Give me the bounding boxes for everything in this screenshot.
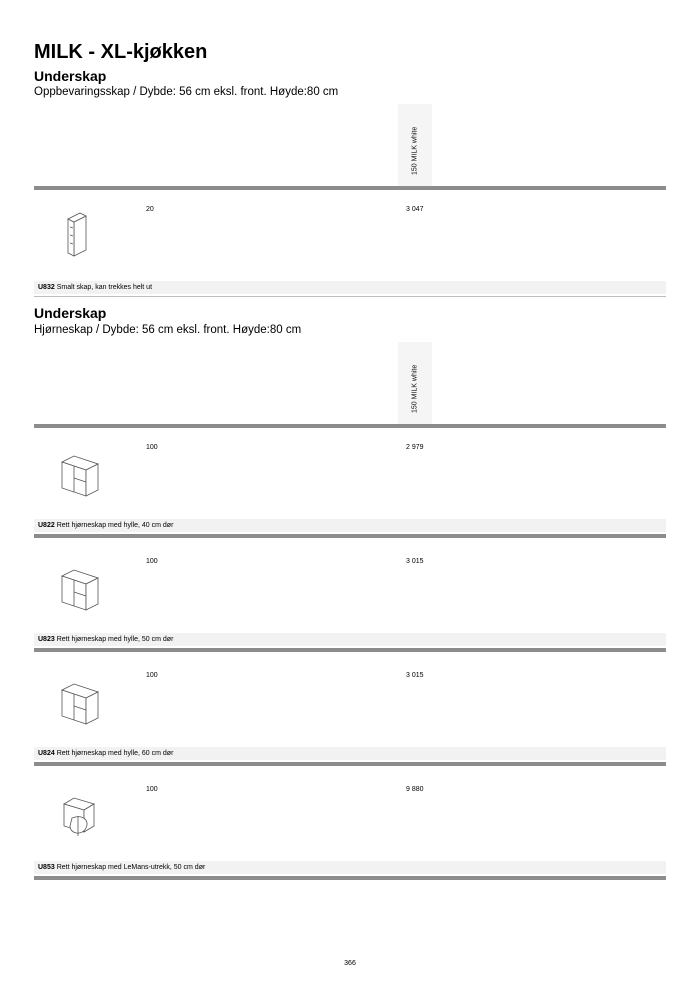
page-title: MILK - XL-kjøkken <box>34 41 208 63</box>
product-label <box>34 281 666 294</box>
product-code: U832 <box>38 284 55 291</box>
corner-cabinet-icon <box>56 564 104 616</box>
page-number: 366 <box>344 960 356 967</box>
corner-cabinet-icon <box>56 450 104 502</box>
row-divider <box>34 648 666 652</box>
section-title: Underskap <box>34 68 107 84</box>
section-subtitle: Hjørneskap / Dybde: 56 cm eksl. front. Høyde:80 cm <box>34 324 302 336</box>
row-divider <box>34 876 666 880</box>
product-label <box>34 861 666 874</box>
product-label <box>34 633 666 646</box>
product-code: U824 <box>38 750 55 757</box>
product-description: Smalt skap, kan trekkes helt ut <box>56 284 153 291</box>
corner-cabinet-icon <box>56 678 104 730</box>
quantity: 100 <box>146 672 158 679</box>
product-description: Rett hjørneskap med hylle, 50 cm dør <box>56 636 174 643</box>
row-divider <box>34 296 666 297</box>
product-description: Rett hjørneskap med hylle, 60 cm dør <box>56 750 174 757</box>
narrow-pullout-cabinet-icon <box>56 212 104 264</box>
section-subtitle: Oppbevaringsskap / Dybde: 56 cm eksl. front. Høyde:80 cm <box>34 86 339 98</box>
row-divider <box>34 762 666 766</box>
quantity: 20 <box>146 206 154 213</box>
price: 9 880 <box>406 786 424 793</box>
lemans-corner-cabinet-icon <box>56 792 104 844</box>
product-code: U823 <box>38 636 55 643</box>
column-header-label: 150 MILK white <box>411 364 419 413</box>
product-code: U853 <box>38 864 55 871</box>
product-description: Rett hjørneskap med hylle, 40 cm dør <box>56 522 174 529</box>
section-rule <box>34 186 666 190</box>
section-rule <box>34 424 666 428</box>
price: 3 015 <box>406 558 424 565</box>
price: 3 047 <box>406 206 424 213</box>
quantity: 100 <box>146 558 158 565</box>
section-title: Underskap <box>34 305 107 321</box>
quantity: 100 <box>146 786 158 793</box>
quantity: 100 <box>146 444 158 451</box>
product-description: Rett hjørneskap med LeMans-utrekk, 50 cm dør <box>56 864 206 871</box>
column-header-label: 150 MILK white <box>411 126 419 175</box>
price: 3 015 <box>406 672 424 679</box>
product-code: U822 <box>38 522 55 529</box>
product-label <box>34 519 666 532</box>
column-header <box>398 104 432 186</box>
product-label <box>34 747 666 760</box>
price: 2 979 <box>406 444 424 451</box>
column-header <box>398 342 432 424</box>
row-divider <box>34 534 666 538</box>
